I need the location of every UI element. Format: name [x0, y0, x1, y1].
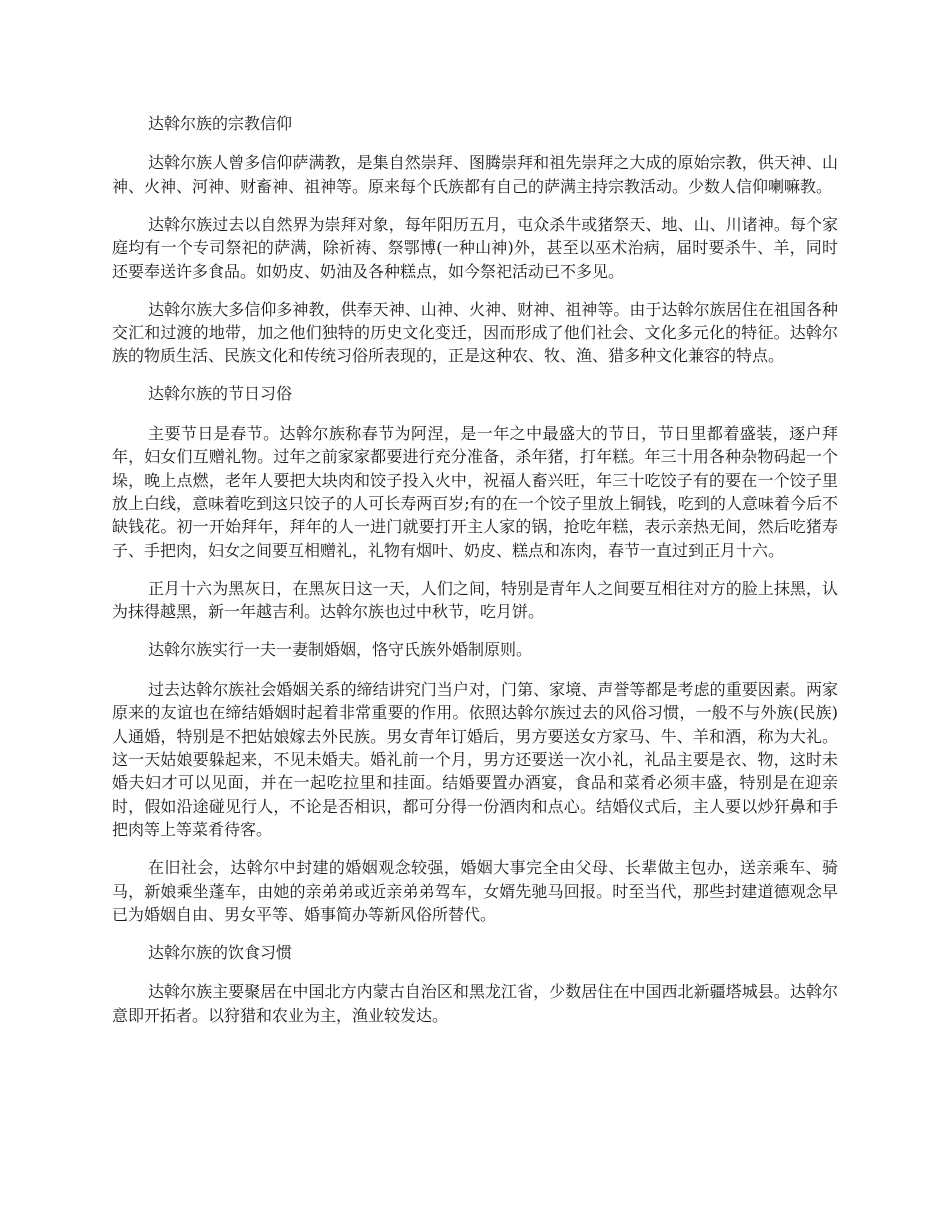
body-paragraph: 达斡尔族大多信仰多神教，供奉天神、山神、火神、财神、祖神等。由于达斡尔族居住在祖国各种交汇和过渡的地带，加之他们独特的历史文化变迁，因而形成了他们社会、文化多元化的特征。达斡尔族的物质生活、民族文化和传统习俗所表现的，正是这种农、牧、渔、猎多种文化兼容的特点。	[112, 299, 838, 366]
body-paragraph: 正月十六为黑灰日，在黑灰日这一天，人们之间，特别是青年人之间要互相往对方的脸上抹黑，认为抹得越黑，新一年越吉利。达斡尔族也过中秋节，吃月饼。	[112, 578, 838, 622]
document-page	[112, 112, 838, 1042]
section-heading-religion: 达斡尔族的宗教信仰	[148, 114, 293, 133]
body-paragraph: 达斡尔族人曾多信仰萨满教，是集自然崇拜、图腾崇拜和祖先崇拜之大成的原始宗教，供天神、山神、火神、河神、财畜神、祖神等。原来每个氏族都有自己的萨满主持宗教活动。少数人信仰喇嘛教。	[112, 153, 838, 196]
body-paragraph: 达斡尔族主要聚居在中国北方内蒙古自治区和黑龙江省，少数居住在中国西北新疆塔城县。达斡尔意即开拓者。以狩猎和农业为主，渔业较发达。	[112, 982, 838, 1025]
section-heading-festivals: 达斡尔族的节日习俗	[148, 384, 293, 404]
body-paragraph: 达斡尔族过去以自然界为崇拜对象，每年阳历五月，屯众杀牛或猪祭天、地、山、川诸神。每个家庭均有一个专司祭祀的萨满，除祈祷、祭鄂博(一种山神)外，甚至以巫术治病，届时要杀牛、羊，同时还要奉送许多食品。如奶皮、奶油及各种糕点，如今祭祀活动已不多见。	[112, 214, 838, 281]
body-paragraph: 主要节日是春节。达斡尔族称春节为阿涅，是一年之中最盛大的节日，节日里都着盛装，逐户拜年，妇女们互赠礼物。过年之前家家都要进行充分准备，杀年猪，打年糕。年三十用各种杂物码起一个垛，晚上点燃，老年人要把大块肉和饺子投入火中，祝福人畜兴旺，年三十吃饺子有的要在一个饺子里放上白线，意味着吃到这只饺子的人可长寿两百岁;有的在一个饺子里放上铜钱，吃到的人意味着今后不缺钱花。初一开始拜年，拜年的人一进门就要打开主人家的锅，抢吃年糕，表示亲热无间，然后吃猪寿子、手把肉，妇女之间要互相赠礼，礼物有烟叶、奶皮、糕点和冻肉，春节一直过到正月十六。	[112, 423, 838, 560]
section-heading-marriage: 达斡尔族实行一夫一妻制婚姻，恪守氏族外婚制原则。	[148, 640, 533, 660]
body-paragraph: 在旧社会，达斡尔中封建的婚姻观念较强，婚姻大事完全由父母、长辈做主包办，送亲乘车、骑马，新娘乘坐蓬车，由她的亲弟弟或近亲弟弟驾车，女婿先驰马回报。时至当代，那些封建道德观念早已为婚姻自由、男女平等、婚事简办等新风俗所替代。	[112, 858, 838, 924]
body-paragraph: 过去达斡尔族社会婚姻关系的缔结讲究门当户对，门第、家境、声誉等都是考虑的重要因素。两家原来的友谊也在缔结婚姻时起着非常重要的作用。依照达斡尔族过去的风俗习惯，一般不与外族(民族)人通婚，特别是不把姑娘嫁去外民族。男女青年订婚后，男方要送女方家马、牛、羊和酒，称为大礼。这一天姑娘要躲起来，不见未婚夫。婚礼前一个月，男方还要送一次小礼，礼品主要是衣、物，这时未婚夫妇才可以见面，并在一起吃拉里和挂面。结婚要置办酒宴，食品和菜肴必须丰盛，特别是在迎亲时，假如沿途碰见行人，不论是否相识，都可分得一份酒肉和点心。结婚仪式后，主人要以炒犴鼻和手把肉等上等菜肴待客。	[112, 679, 838, 840]
section-heading-diet: 达斡尔族的饮食习惯	[148, 942, 293, 962]
